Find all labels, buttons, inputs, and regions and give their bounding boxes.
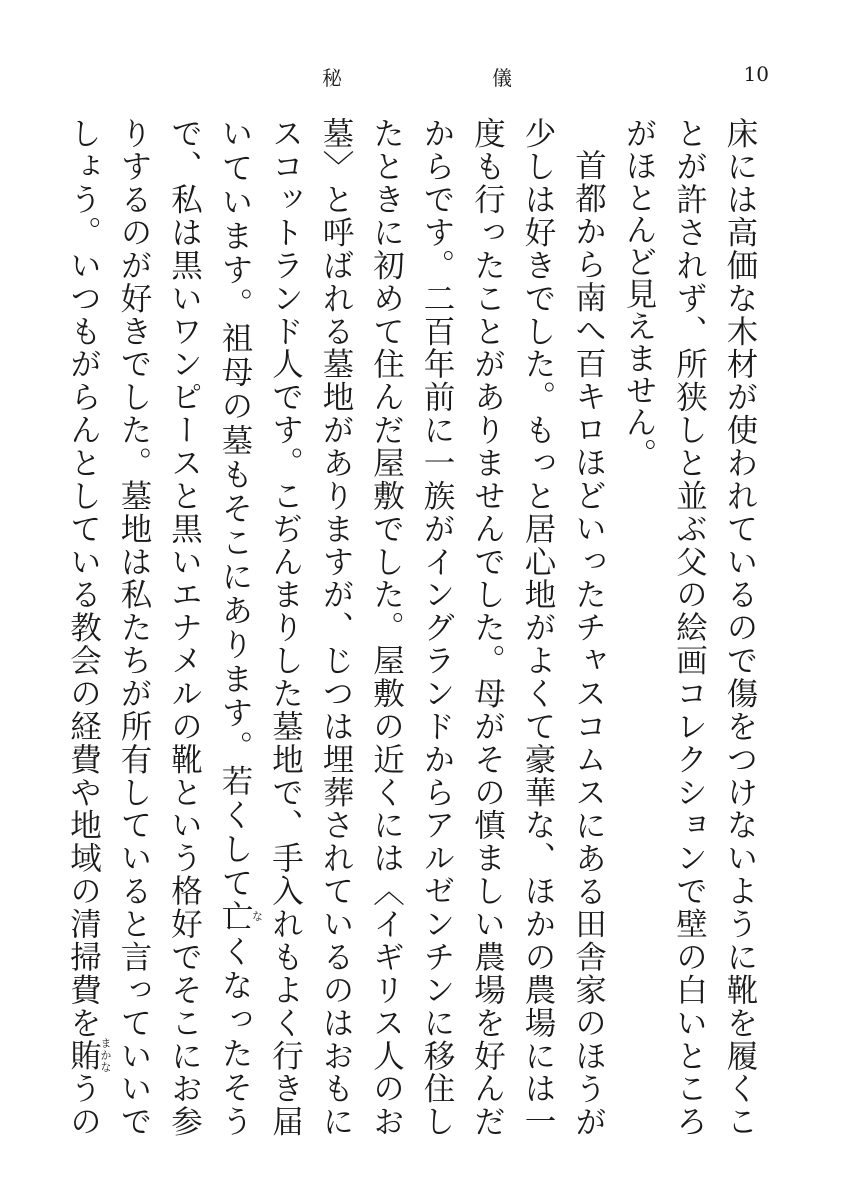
paragraph-2 bbox=[65, 117, 614, 1137]
header-title-char-1: 秘 bbox=[322, 66, 342, 90]
paragraph-2-text-a: 首都から南へ百キロほどいったチャスコムスにある田舎家のほうが少しは好きでした。もっと居心地がよくて豪華な、ほかの農場には一度も行ったことがありませんでした。母がその慎ましい農場を好んだからです。二百年前に一族がイングランドからアルゼンチンに移住したときに初めて住んだ屋敷でした。屋敷の近くには〈イギリス人のお墓〉と呼ばれる墓地がありますが、じつは埋葬されているのはおもにスコットランド人です。こぢんまりした墓地で、手入れもよく行き届いています。祖母の墓もそこにあります。若くして bbox=[217, 117, 607, 1137]
paragraph-1 bbox=[614, 117, 766, 1137]
running-header-title bbox=[322, 62, 512, 91]
ruby-makana-reading: まかな bbox=[99, 1037, 112, 1074]
ruby-na bbox=[217, 900, 264, 935]
page-number: 10 bbox=[743, 62, 769, 86]
paragraph-1-text: 床には高価な木材が使われているので傷をつけないように靴を履くことが許されず、所狭しと並ぶ父の絵画コレクションで壁の白いところがほとんど見えません。 bbox=[621, 117, 758, 1137]
vertical-body-text bbox=[65, 117, 765, 1137]
ruby-makana bbox=[65, 1037, 112, 1074]
header-title-char-2: 儀 bbox=[492, 66, 512, 90]
ruby-na-reading: な bbox=[250, 900, 264, 933]
paragraph-2-text-c: うの bbox=[65, 1071, 102, 1137]
ruby-makana-base: 賄 bbox=[65, 1037, 102, 1074]
paragraph-2-text-b: くなったそうで、私は黒いワンピースと黒いエナメルの靴という格好でそこにお参りするのが好きでした。墓地は私たちが所有していると言っていいでしょう。いつもがらんとしている教会の経費や地域の清掃費を bbox=[65, 117, 253, 1137]
ruby-na-base: 亡 bbox=[217, 900, 253, 935]
